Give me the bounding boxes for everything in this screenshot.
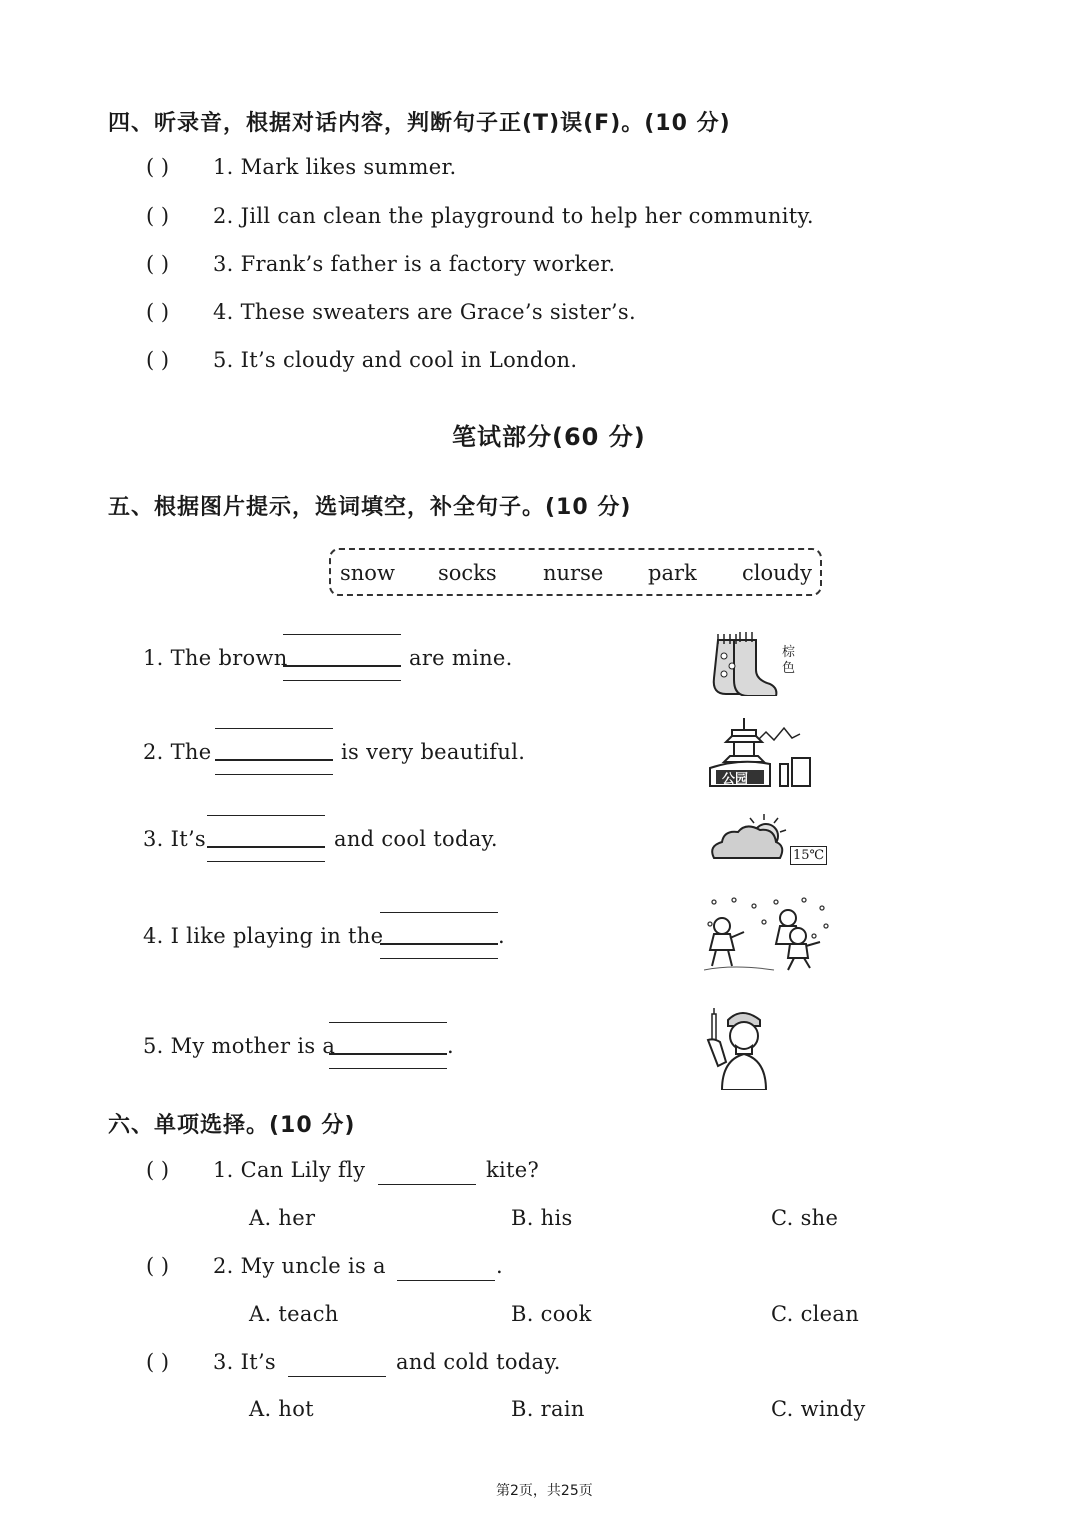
option-6-3-c[interactable]: C. windy [771,1397,866,1421]
fill-sentence-2-after: is very beautiful. [341,740,526,764]
answer-blank-5-5[interactable] [329,1022,447,1070]
page-number-footer: 第2页，共25页 [496,1483,593,1499]
answer-paren-4-5[interactable]: ( ) [146,348,170,372]
fill-sentence-5-after: . [447,1034,454,1058]
answer-paren-6-2[interactable]: ( ) [146,1254,170,1278]
option-6-3-a[interactable]: A. hot [249,1397,314,1421]
answer-blank-6-3[interactable] [288,1376,386,1377]
answer-blank-5-4[interactable] [380,912,498,960]
section6-title: 六、单项选择。(10 分) [108,1113,356,1138]
option-6-2-b[interactable]: B. cook [511,1302,592,1326]
answer-paren-4-3[interactable]: ( ) [146,252,170,276]
question-6-2-before: 2. My uncle is a [213,1254,386,1278]
temperature-label: 15℃ [790,846,827,865]
question-6-1-after: kite? [486,1158,540,1182]
statement-4-2: 2. Jill can clean the playground to help her community. [213,204,814,228]
word-bank-word: nurse [543,561,604,585]
option-6-3-b[interactable]: B. rain [511,1397,585,1421]
question-6-1-before: 1. Can Lily fly [213,1158,366,1182]
fill-sentence-4-after: . [498,924,505,948]
answer-paren-4-1[interactable]: ( ) [146,155,170,179]
option-6-1-b[interactable]: B. his [511,1206,573,1230]
fill-sentence-1-before: 1. The brown [143,646,288,670]
socks-color-label: 棕色 [782,645,796,676]
answer-blank-5-1[interactable] [283,634,401,682]
statement-4-1: 1. Mark likes summer. [213,155,457,179]
word-bank-box [329,548,822,596]
answer-blank-5-3[interactable] [207,815,325,863]
nurse-picture [702,1006,772,1090]
answer-blank-6-2[interactable] [397,1280,495,1281]
question-6-2-after: . [496,1254,503,1278]
word-bank-word: cloudy [742,561,812,585]
park-sign-label: 公园 [722,772,749,787]
answer-paren-4-2[interactable]: ( ) [146,204,170,228]
answer-blank-6-1[interactable] [378,1184,476,1185]
fill-sentence-4-before: 4. I like playing in the [143,924,384,948]
cloudy-picture [706,812,796,868]
statement-4-4: 4. These sweaters are Grace’s sister’s. [213,300,636,324]
question-6-3-after: and cold today. [396,1350,561,1374]
answer-paren-6-3[interactable]: ( ) [146,1350,170,1374]
fill-sentence-3-before: 3. It’s [143,827,206,851]
fill-sentence-2-before: 2. The [143,740,212,764]
answer-paren-4-4[interactable]: ( ) [146,300,170,324]
word-bank-word: park [648,561,697,585]
word-bank-word: snow [340,561,395,585]
statement-4-5: 5. It’s cloudy and cool in London. [213,348,578,372]
option-6-2-c[interactable]: C. clean [771,1302,860,1326]
question-6-3-before: 3. It’s [213,1350,276,1374]
option-6-1-c[interactable]: C. she [771,1206,839,1230]
statement-4-3: 3. Frank’s father is a factory worker. [213,252,616,276]
option-6-1-a[interactable]: A. her [249,1206,316,1230]
fill-sentence-1-after: are mine. [409,646,513,670]
word-bank-word: socks [438,561,497,585]
section4-title: 四、听录音，根据对话内容，判断句子正(T)误(F)。(10 分) [108,111,731,136]
option-6-2-a[interactable]: A. teach [249,1302,339,1326]
section5-title: 五、根据图片提示，选词填空，补全句子。(10 分) [108,495,632,520]
answer-paren-6-1[interactable]: ( ) [146,1158,170,1182]
fill-sentence-3-after: and cool today. [334,827,498,851]
written-part-title: 笔试部分(60 分) [452,423,646,451]
snow-picture [704,896,834,972]
fill-sentence-5-before: 5. My mother is a [143,1034,336,1058]
answer-blank-5-2[interactable] [215,728,333,776]
